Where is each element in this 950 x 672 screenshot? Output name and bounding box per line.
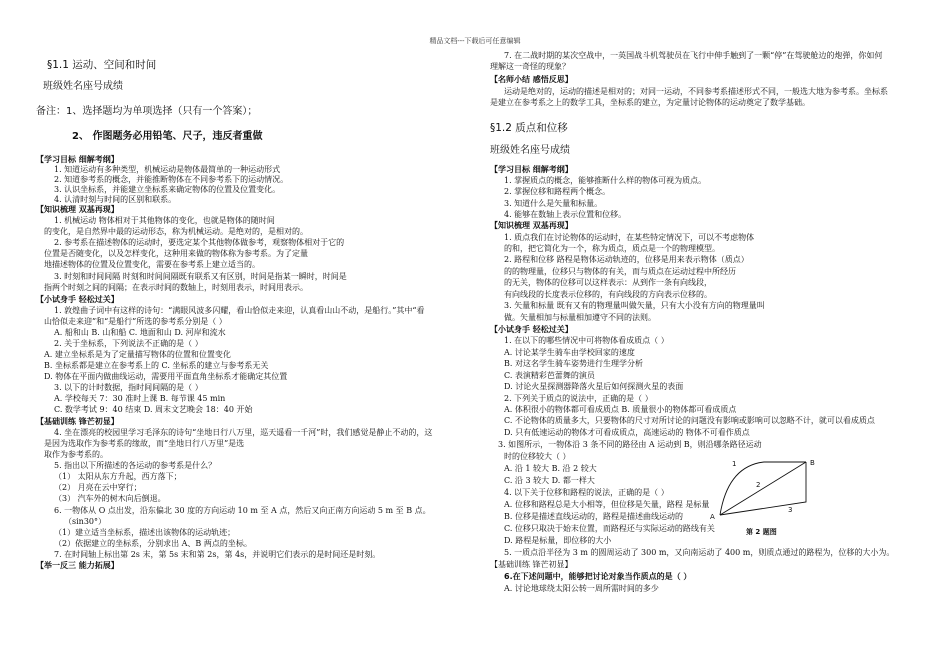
text-line: 有向线段的长度表示位移的，有向线段的方向表示位移的。 [504, 290, 712, 299]
text-line: 1. 敦煌曲子词中有这样的诗句：“满眼风波多闪耀，看山恰似走来迎，认真看山山不动，是船行。”其中“看 [54, 306, 425, 315]
text-line: C. 位移只取决于始末位置，而路程还与实际运动的路线有关 [504, 524, 715, 533]
text-line: 4. 认清时刻与时间的区别和联系。 [54, 195, 177, 204]
text-line: C. 沿 3 较大 D. 都一样大 [504, 476, 595, 485]
text-line: D. 路程是标量，即位移的大小 [504, 536, 612, 545]
text-line: 是因为选取作为参考系的缘故，而“坐地日行八万里”是选 [44, 439, 245, 448]
text-line: 1. 知道运动有多种类型，机械运动是物体最简单的一种运动形式 [54, 165, 281, 174]
text-line: C. 不论物体的质量多大，只要物体的尺寸对所讨论的问题没有影响或影响可以忽略不计，就可以看成质点 [504, 416, 875, 425]
text-line: 4. 坐在漂亮的校园里学习毛泽东的诗句“坐地日行八万里，巡天遥看一千河”时，我们感觉是静止不动的，这 [54, 428, 433, 437]
text-line: 1. 在以下的哪些情况中可将物体看成质点（ ） [504, 336, 669, 345]
text-line: 3. 以下的计时数据，指时间间隔的是（ ） [54, 383, 203, 392]
text-line: 4. 以下关于位移和路程的说法，正确的是（ ） [504, 488, 669, 497]
text-line: 山恰似走来迎”和“是船行”所选的参考系分别是（ ） [44, 317, 227, 326]
section-heading: 【举一反三 能力拓展】 [36, 561, 119, 570]
text-line: 4. 能够在数轴上表示位置和位移。 [504, 210, 627, 219]
text-line: （sin30°） [64, 517, 106, 526]
text-line: 的无关，物体的位移可以这样表示：从到作一条有向线段， [504, 278, 712, 287]
note-line-1: 备注：1、选择题均为单项选择（只有一个答案）； [36, 106, 258, 117]
text-line: A. 讨论地球绕太阳公转一周所需时间的多少 [504, 584, 659, 593]
text-line: 理解这一奇怪的现象？ [490, 62, 570, 71]
text-line: 时的位移较大（ ） [504, 452, 571, 461]
text-line: D. 讨论火星探测器降落火星后如何探测火星的表面 [504, 382, 684, 391]
text-line: 1. 机械运动 物体相对于其他物体的变化，也就是物体的随时间 [54, 216, 275, 225]
text-line: 1. 掌握质点的概念，能够推断什么样的物体可视为质点。 [504, 176, 707, 185]
text-line: 取作为参考系的。 [44, 450, 108, 459]
section-heading: 【知识梳理 双基再现】 [36, 205, 119, 214]
section-heading: 【基础训练 锋芒初显】 [36, 417, 119, 426]
text-line: A. 学校每天 7：30 准时上课 B. 每节课 45 min [54, 394, 226, 403]
label-1: 1 [732, 460, 737, 468]
text-line: 3. 如图所示，一物体沿 3 条不同的路径由 A 运动到 B，则沿哪条路径运动 [498, 440, 762, 449]
text-line: 地描述物体的位置及位置变化，需要在参考系上建立适当的。 [44, 260, 260, 269]
text-line: 3. 认识坐标系，并能建立坐标系来确定物体的位置及位置变化。 [54, 185, 281, 194]
text-line: （1）建立适当坐标系，描述出该物体的运动轨迹； [54, 528, 236, 537]
text-line: 2. 掌握位移和路程两个概念。 [504, 187, 611, 196]
text-line: 2. 路程和位移 路程是物体运动轨迹的，位移是用来表示物体（质点） [504, 255, 749, 264]
text-line: A. 讨论某学生骑车由学校回家的速度 [504, 348, 635, 357]
text-line: 做。矢量相加与标量相加遵守不同的法则。 [504, 313, 656, 322]
text-line: 5. 指出以下所描述的各运动的参考系是什么？ [54, 461, 217, 470]
label-b: B [810, 459, 815, 467]
text-line: A. 位移和路程总是大小相等，但位移是矢量，路程 是标量 [504, 500, 710, 509]
text-line: （1） 太阳从东方升起，西方落下； [54, 472, 182, 481]
text-line: 2. 下列关于质点的说法中，正确的是（ ） [504, 394, 653, 403]
text-line: 2. 参考系在描述物体的运动时，要选定某个其他物体做参考，观察物体相对于它的 [54, 238, 345, 247]
section-heading: 【小试身手 轻松过关】 [36, 295, 119, 304]
section-heading: 【小试身手 轻松过关】 [490, 325, 573, 334]
text-line: 【基础训练 锋芒初显】 [490, 560, 573, 569]
text-line: 2. 关于坐标系，下列说法不正确的是（ ） [54, 339, 203, 348]
section-heading: 【学习目标 细解考纲】 [36, 155, 119, 164]
text-line: B. 对这名学生骑车姿势进行生理学分析 [504, 359, 643, 368]
text-line: 位置是否随变化，以及怎样变化，这种用来做的物体称为参考系。为了定量 [44, 249, 308, 258]
text-line: （3） 汽车外的树木向后倒退。 [54, 494, 166, 503]
text-line: A. 沿 1 较大 B. 沿 2 较大 [504, 464, 597, 473]
text-line: A. 建立坐标系是为了定量描写物体的位置和位置变化 [44, 350, 231, 359]
text-line: 3. 矢量和标量 既有又有的物理量叫做矢量，只有大小没有方向的物理量叫 [504, 301, 765, 310]
section-heading: 【学习目标 细解考纲】 [490, 165, 573, 174]
text-line: 的的物理量，位移只与物体的有关，而与质点在运动过程中所经历 [504, 267, 736, 276]
text-line: 运动是绝对的，运动的描述是相对的；对同一运动，不同参考系描述形式不同，一般选大地为参考系。坐标系 [504, 87, 888, 96]
text-line: 3. 时刻和时间间隔 时刻和时间间隔既有联系又有区别，时间是指某一瞬时，时间是 [54, 272, 347, 281]
path-2-straight [720, 462, 806, 515]
section-heading: 【知识梳理 双基再现】 [490, 221, 573, 230]
page-header: 精品文档---下载后可任意编辑 [429, 37, 521, 45]
text-line: 的和，把它简化为一个，称为质点，质点是一个的物理模型。 [504, 244, 720, 253]
label-a: A [710, 513, 715, 521]
path-diagram [706, 456, 836, 541]
note-line-2: 2、 作图题务必用铅笔、尺子，违反者重做 [72, 131, 263, 142]
text-line: D. 只有低速运动的物体才可看成质点，高速运动的 物体不可看作质点 [504, 428, 750, 437]
section-title-1-1: §1.1 运动、空间和时间 [47, 59, 157, 71]
text-line: 7. 在二战时期的某次空战中，一英国战斗机驾驶员在飞行中伸手触到了一颗“停”在驾驶舱边的炮弹，你如何 [504, 51, 883, 60]
text-line: 7. 在时间轴上标出第 2s 末，第 5s 末和第 2s，第 4s，并说明它们表示的是时间还是时刻。 [54, 550, 381, 559]
text-line: 5. 一质点沿半径为 3 m 的圆周运动了 300 m，又向南运动了 400 m，则质点通过的路程为，位移的大小为。 [504, 548, 895, 557]
text-line: A. 船和山 B. 山和船 C. 地面和山 D. 河岸和流水 [54, 328, 226, 337]
text-line: 3. 知道什么是矢量和标量。 [504, 199, 603, 208]
text-line: A. 体积很小的物体都可看成质点 B. 质量很小的物体都可看成质点 [504, 405, 737, 414]
class-line-left: 班级姓名座号成绩 [43, 81, 123, 92]
text-line: （2）依据建立的坐标系，分别求出 A、B 两点的坐标。 [54, 539, 252, 548]
text-line: B. 位移是描述直线运动的，路程是描述曲线运动的 [504, 512, 683, 521]
class-line-right: 班级姓名座号成绩 [490, 145, 570, 156]
text-line: B. 坐标系都是建立在参考系上的 C. 坐标系的建立与参考系无关 [44, 361, 269, 370]
text-line: 指两个时刻之间的间隔；在表示时间的数轴上，时刻用表示，时间用表示。 [44, 283, 308, 292]
section-heading: 【名师小结 感悟反思】 [490, 75, 573, 84]
section-title-1-2: §1.2 质点和位移 [490, 122, 568, 134]
text-line: 6. 一物体从 O 点出发，沿东偏北 30 度的方向运动 10 m 至 A 点，然后又向正南方向运动 5 m 至 B 点。 [54, 506, 431, 515]
label-3: 3 [788, 506, 793, 514]
text-line: 是建立在参考系之上的数学工具，坐标系的建立，为定量讨论物体的运动奠定了数学基础。 [490, 98, 810, 107]
text-line: C. 表演精彩芭蕾舞的演员 [504, 371, 595, 380]
text-line: 1. 质点我们在讨论物体的运动时，在某些特定情况下，可以不考虑物体 [504, 233, 755, 242]
text-line: D. 物体在平面内做曲线运动，需要用平面直角坐标系才能确定其位置 [44, 372, 288, 381]
text-line: 的变化，是自然界中最的运动形态，称为机械运动。是绝对的，是相对的。 [44, 227, 308, 236]
text-line: C. 数学考试 9：40 结束 D. 周末文艺晚会 18：40 开始 [54, 405, 253, 414]
text-line: （2） 月亮在云中穿行； [54, 483, 142, 492]
text-line: 2. 知道参考系的概念，并能推断物体在不同参考系下的运动情况。 [54, 175, 289, 184]
section-heading: 6.在下述问题中，能够把讨论对象当作质点的是（ ） [504, 572, 692, 581]
label-2: 2 [756, 481, 761, 489]
figure-caption: 第 2 题图 [746, 528, 777, 536]
